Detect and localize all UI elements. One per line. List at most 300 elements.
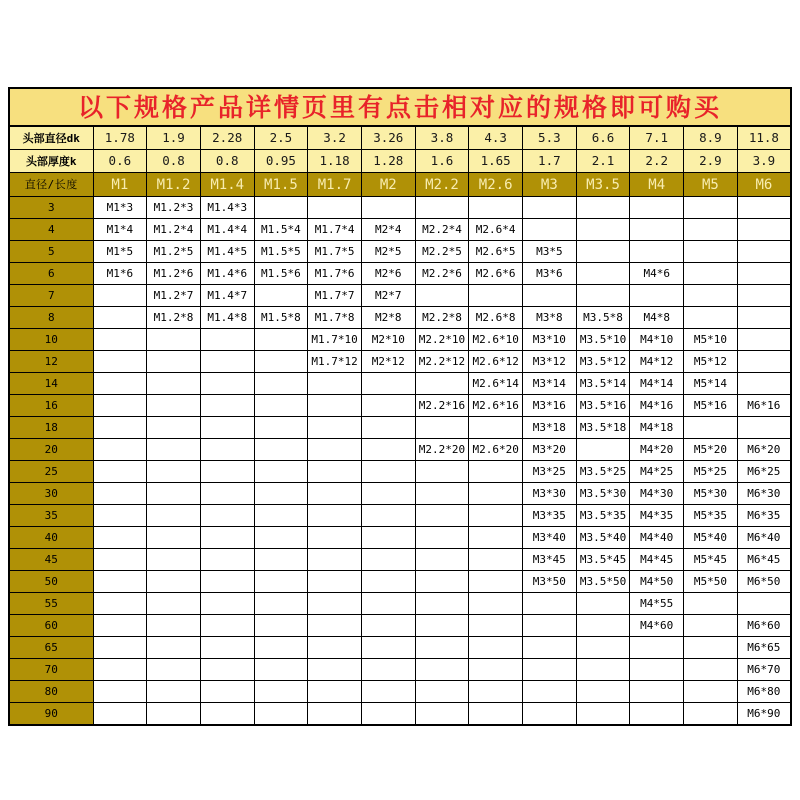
spec-cell-empty bbox=[415, 703, 469, 726]
spec-cell-empty bbox=[308, 395, 362, 417]
spec-row-70 bbox=[9, 659, 791, 681]
column-header-M6[interactable]: M6 bbox=[737, 173, 791, 197]
spec-cell-M6*40[interactable]: M6*40 bbox=[737, 527, 791, 549]
column-header-M1.2[interactable]: M1.2 bbox=[147, 173, 201, 197]
spec-cell-M2.6*12[interactable]: M2.6*12 bbox=[469, 351, 523, 373]
spec-cell-M5*30[interactable]: M5*30 bbox=[684, 483, 738, 505]
spec-cell-empty bbox=[415, 593, 469, 615]
head-diameter-row bbox=[9, 126, 791, 150]
column-header-M2.6[interactable]: M2.6 bbox=[469, 173, 523, 197]
spec-cell-empty bbox=[200, 571, 254, 593]
spec-cell-empty bbox=[361, 483, 415, 505]
spec-cell-empty bbox=[147, 659, 201, 681]
spec-cell-empty bbox=[93, 659, 147, 681]
spec-cell-M1*3[interactable]: M1*3 bbox=[93, 197, 147, 219]
spec-cell-empty bbox=[361, 461, 415, 483]
length-label-20[interactable]: 20 bbox=[9, 439, 93, 461]
spec-cell-M2.6*10[interactable]: M2.6*10 bbox=[469, 329, 523, 351]
spec-row-35 bbox=[9, 505, 791, 527]
spec-cell-M6*60[interactable]: M6*60 bbox=[737, 615, 791, 637]
spec-cell-M1.5*5[interactable]: M1.5*5 bbox=[254, 241, 308, 263]
spec-cell-empty bbox=[147, 329, 201, 351]
spec-cell-empty bbox=[361, 395, 415, 417]
spec-cell-M4*6[interactable]: M4*6 bbox=[630, 263, 684, 285]
spec-cell-empty bbox=[415, 681, 469, 703]
length-label-25[interactable]: 25 bbox=[9, 461, 93, 483]
spec-cell-empty bbox=[630, 703, 684, 726]
spec-cell-empty bbox=[684, 637, 738, 659]
spec-cell-empty bbox=[576, 659, 630, 681]
spec-cell-M4*45[interactable]: M4*45 bbox=[630, 549, 684, 571]
spec-cell-empty bbox=[684, 681, 738, 703]
spec-cell-M3.5*50[interactable]: M3.5*50 bbox=[576, 571, 630, 593]
spec-cell-empty bbox=[469, 461, 523, 483]
spec-cell-M3.5*12[interactable]: M3.5*12 bbox=[576, 351, 630, 373]
spec-row-90 bbox=[9, 703, 791, 726]
spec-cell-empty bbox=[200, 461, 254, 483]
spec-cell-empty bbox=[308, 483, 362, 505]
spec-cell-empty bbox=[737, 593, 791, 615]
spec-cell-M5*50[interactable]: M5*50 bbox=[684, 571, 738, 593]
spec-cell-M6*80[interactable]: M6*80 bbox=[737, 681, 791, 703]
length-label-60[interactable]: 60 bbox=[9, 615, 93, 637]
spec-cell-M1.2*8[interactable]: M1.2*8 bbox=[147, 307, 201, 329]
spec-cell-empty bbox=[737, 263, 791, 285]
spec-cell-M3.5*8[interactable]: M3.5*8 bbox=[576, 307, 630, 329]
spec-cell-empty bbox=[469, 681, 523, 703]
spec-cell-M6*45[interactable]: M6*45 bbox=[737, 549, 791, 571]
spec-cell-empty bbox=[93, 439, 147, 461]
spec-cell-M5*25[interactable]: M5*25 bbox=[684, 461, 738, 483]
length-label-10[interactable]: 10 bbox=[9, 329, 93, 351]
spec-cell-empty bbox=[469, 417, 523, 439]
spec-cell-empty bbox=[415, 549, 469, 571]
spec-cell-empty bbox=[93, 307, 147, 329]
spec-cell-M3*5[interactable]: M3*5 bbox=[523, 241, 577, 263]
spec-cell-M3*40[interactable]: M3*40 bbox=[523, 527, 577, 549]
spec-cell-M3*35[interactable]: M3*35 bbox=[523, 505, 577, 527]
spec-cell-empty bbox=[630, 219, 684, 241]
spec-cell-empty bbox=[254, 615, 308, 637]
column-header-M1[interactable]: M1 bbox=[93, 173, 147, 197]
head-diameter-value-M2.6: 4.3 bbox=[469, 126, 523, 150]
spec-cell-M3.5*45[interactable]: M3.5*45 bbox=[576, 549, 630, 571]
spec-cell-M4*18[interactable]: M4*18 bbox=[630, 417, 684, 439]
spec-cell-M6*25[interactable]: M6*25 bbox=[737, 461, 791, 483]
spec-row-12 bbox=[9, 351, 791, 373]
spec-cell-empty bbox=[147, 351, 201, 373]
length-label-14[interactable]: 14 bbox=[9, 373, 93, 395]
spec-cell-empty bbox=[469, 571, 523, 593]
spec-cell-M1.4*8[interactable]: M1.4*8 bbox=[200, 307, 254, 329]
column-header-M3[interactable]: M3 bbox=[523, 173, 577, 197]
spec-row-18 bbox=[9, 417, 791, 439]
spec-cell-M3*6[interactable]: M3*6 bbox=[523, 263, 577, 285]
length-label-40[interactable]: 40 bbox=[9, 527, 93, 549]
spec-cell-empty bbox=[576, 241, 630, 263]
spec-cell-M4*8[interactable]: M4*8 bbox=[630, 307, 684, 329]
length-label-55[interactable]: 55 bbox=[9, 593, 93, 615]
spec-cell-empty bbox=[576, 219, 630, 241]
head-thickness-value-M1.2: 0.8 bbox=[147, 150, 201, 173]
spec-cell-M2*6[interactable]: M2*6 bbox=[361, 263, 415, 285]
spec-cell-empty bbox=[93, 593, 147, 615]
spec-cell-M1.4*5[interactable]: M1.4*5 bbox=[200, 241, 254, 263]
spec-cell-empty bbox=[147, 373, 201, 395]
spec-cell-M2.6*5[interactable]: M2.6*5 bbox=[469, 241, 523, 263]
spec-row-30 bbox=[9, 483, 791, 505]
spec-cell-M4*60[interactable]: M4*60 bbox=[630, 615, 684, 637]
spec-cell-M2*7[interactable]: M2*7 bbox=[361, 285, 415, 307]
spec-cell-M2.2*8[interactable]: M2.2*8 bbox=[415, 307, 469, 329]
spec-row-8 bbox=[9, 307, 791, 329]
column-header-M1.4[interactable]: M1.4 bbox=[200, 173, 254, 197]
spec-cell-M4*25[interactable]: M4*25 bbox=[630, 461, 684, 483]
length-label-5[interactable]: 5 bbox=[9, 241, 93, 263]
spec-cell-empty bbox=[254, 659, 308, 681]
spec-cell-empty bbox=[308, 505, 362, 527]
spec-row-60 bbox=[9, 615, 791, 637]
spec-cell-M1.4*4[interactable]: M1.4*4 bbox=[200, 219, 254, 241]
spec-cell-empty bbox=[415, 461, 469, 483]
spec-cell-empty bbox=[308, 439, 362, 461]
spec-cell-M2.2*12[interactable]: M2.2*12 bbox=[415, 351, 469, 373]
length-label-50[interactable]: 50 bbox=[9, 571, 93, 593]
spec-cell-empty bbox=[254, 549, 308, 571]
spec-cell-empty bbox=[630, 681, 684, 703]
spec-cell-M6*90[interactable]: M6*90 bbox=[737, 703, 791, 726]
spec-cell-empty bbox=[630, 197, 684, 219]
spec-cell-M3*18[interactable]: M3*18 bbox=[523, 417, 577, 439]
spec-row-4 bbox=[9, 219, 791, 241]
spec-cell-M3.5*18[interactable]: M3.5*18 bbox=[576, 417, 630, 439]
spec-cell-empty bbox=[684, 285, 738, 307]
spec-cell-empty bbox=[147, 527, 201, 549]
spec-cell-empty bbox=[93, 329, 147, 351]
head-thickness-value-M2.2: 1.6 bbox=[415, 150, 469, 173]
spec-cell-empty bbox=[93, 373, 147, 395]
spec-cell-M3.5*40[interactable]: M3.5*40 bbox=[576, 527, 630, 549]
spec-cell-empty bbox=[308, 527, 362, 549]
spec-cell-M1.4*7[interactable]: M1.4*7 bbox=[200, 285, 254, 307]
spec-cell-M2.6*6[interactable]: M2.6*6 bbox=[469, 263, 523, 285]
spec-cell-M4*14[interactable]: M4*14 bbox=[630, 373, 684, 395]
spec-cell-M2.6*8[interactable]: M2.6*8 bbox=[469, 307, 523, 329]
spec-cell-M2.2*20[interactable]: M2.2*20 bbox=[415, 439, 469, 461]
spec-cell-M6*30[interactable]: M6*30 bbox=[737, 483, 791, 505]
length-label-35[interactable]: 35 bbox=[9, 505, 93, 527]
spec-cell-empty bbox=[200, 637, 254, 659]
spec-cell-empty bbox=[254, 373, 308, 395]
spec-cell-M1.7*6[interactable]: M1.7*6 bbox=[308, 263, 362, 285]
head-diameter-value-M3: 5.3 bbox=[523, 126, 577, 150]
spec-cell-M1.7*7[interactable]: M1.7*7 bbox=[308, 285, 362, 307]
head-thickness-value-M5: 2.9 bbox=[684, 150, 738, 173]
spec-cell-M4*40[interactable]: M4*40 bbox=[630, 527, 684, 549]
spec-cell-M1*6[interactable]: M1*6 bbox=[93, 263, 147, 285]
column-header-M4[interactable]: M4 bbox=[630, 173, 684, 197]
spec-cell-M5*35[interactable]: M5*35 bbox=[684, 505, 738, 527]
spec-cell-M3*45[interactable]: M3*45 bbox=[523, 549, 577, 571]
spec-cell-M3*25[interactable]: M3*25 bbox=[523, 461, 577, 483]
spec-cell-M1.5*4[interactable]: M1.5*4 bbox=[254, 219, 308, 241]
spec-cell-empty bbox=[200, 593, 254, 615]
spec-cell-M5*45[interactable]: M5*45 bbox=[684, 549, 738, 571]
spec-cell-empty bbox=[93, 703, 147, 726]
spec-cell-empty bbox=[308, 637, 362, 659]
spec-cell-empty bbox=[147, 593, 201, 615]
spec-cell-empty bbox=[415, 483, 469, 505]
column-header-M1.5[interactable]: M1.5 bbox=[254, 173, 308, 197]
spec-cell-empty bbox=[361, 593, 415, 615]
spec-cell-empty bbox=[523, 637, 577, 659]
spec-cell-M2*8[interactable]: M2*8 bbox=[361, 307, 415, 329]
spec-cell-empty bbox=[308, 615, 362, 637]
spec-cell-M3*20[interactable]: M3*20 bbox=[523, 439, 577, 461]
spec-cell-M6*35[interactable]: M6*35 bbox=[737, 505, 791, 527]
spec-row-50 bbox=[9, 571, 791, 593]
spec-cell-M3*30[interactable]: M3*30 bbox=[523, 483, 577, 505]
spec-cell-empty bbox=[93, 483, 147, 505]
spec-cell-M3*12[interactable]: M3*12 bbox=[523, 351, 577, 373]
spec-cell-empty bbox=[469, 197, 523, 219]
spec-cell-empty bbox=[93, 505, 147, 527]
spec-cell-M6*20[interactable]: M6*20 bbox=[737, 439, 791, 461]
spec-cell-M4*30[interactable]: M4*30 bbox=[630, 483, 684, 505]
spec-cell-M5*20[interactable]: M5*20 bbox=[684, 439, 738, 461]
spec-row-7 bbox=[9, 285, 791, 307]
spec-cell-empty bbox=[254, 417, 308, 439]
spec-cell-empty bbox=[200, 417, 254, 439]
spec-cell-M2.2*5[interactable]: M2.2*5 bbox=[415, 241, 469, 263]
spec-cell-M5*10[interactable]: M5*10 bbox=[684, 329, 738, 351]
length-label-6[interactable]: 6 bbox=[9, 263, 93, 285]
head-thickness-label: 头部厚度k bbox=[9, 150, 93, 173]
spec-cell-empty bbox=[415, 417, 469, 439]
head-diameter-value-M2: 3.26 bbox=[361, 126, 415, 150]
spec-cell-M1.2*7[interactable]: M1.2*7 bbox=[147, 285, 201, 307]
spec-cell-M6*65[interactable]: M6*65 bbox=[737, 637, 791, 659]
spec-cell-empty bbox=[361, 637, 415, 659]
spec-cell-empty bbox=[93, 681, 147, 703]
spec-cell-M1.5*8[interactable]: M1.5*8 bbox=[254, 307, 308, 329]
head-thickness-row bbox=[9, 150, 791, 173]
spec-cell-M2*4[interactable]: M2*4 bbox=[361, 219, 415, 241]
spec-cell-M2.2*16[interactable]: M2.2*16 bbox=[415, 395, 469, 417]
spec-row-16 bbox=[9, 395, 791, 417]
spec-cell-M1.4*6[interactable]: M1.4*6 bbox=[200, 263, 254, 285]
spec-cell-empty bbox=[523, 659, 577, 681]
spec-cell-M4*10[interactable]: M4*10 bbox=[630, 329, 684, 351]
length-label-12[interactable]: 12 bbox=[9, 351, 93, 373]
spec-cell-empty bbox=[576, 637, 630, 659]
spec-cell-empty bbox=[576, 285, 630, 307]
spec-row-25 bbox=[9, 461, 791, 483]
spec-cell-empty bbox=[254, 703, 308, 726]
head-thickness-value-M1.4: 0.8 bbox=[200, 150, 254, 173]
head-diameter-value-M1.4: 2.28 bbox=[200, 126, 254, 150]
length-label-65[interactable]: 65 bbox=[9, 637, 93, 659]
spec-cell-empty bbox=[415, 615, 469, 637]
head-thickness-value-M4: 2.2 bbox=[630, 150, 684, 173]
length-label-16[interactable]: 16 bbox=[9, 395, 93, 417]
length-label-90[interactable]: 90 bbox=[9, 703, 93, 726]
spec-cell-empty bbox=[684, 615, 738, 637]
spec-cell-empty bbox=[737, 241, 791, 263]
spec-cell-empty bbox=[684, 593, 738, 615]
spec-cell-empty bbox=[254, 483, 308, 505]
spec-cell-M1.2*5[interactable]: M1.2*5 bbox=[147, 241, 201, 263]
spec-cell-empty bbox=[200, 615, 254, 637]
spec-cell-M3*16[interactable]: M3*16 bbox=[523, 395, 577, 417]
length-label-8[interactable]: 8 bbox=[9, 307, 93, 329]
spec-cell-M2.2*4[interactable]: M2.2*4 bbox=[415, 219, 469, 241]
spec-cell-M1.4*3[interactable]: M1.4*3 bbox=[200, 197, 254, 219]
spec-cell-M1.7*5[interactable]: M1.7*5 bbox=[308, 241, 362, 263]
spec-cell-M5*16[interactable]: M5*16 bbox=[684, 395, 738, 417]
spec-row-5 bbox=[9, 241, 791, 263]
head-diameter-label: 头部直径dk bbox=[9, 126, 93, 150]
spec-cell-empty bbox=[415, 637, 469, 659]
spec-cell-empty bbox=[361, 373, 415, 395]
spec-cell-empty bbox=[684, 197, 738, 219]
length-label-18[interactable]: 18 bbox=[9, 417, 93, 439]
spec-cell-empty bbox=[147, 615, 201, 637]
column-header-M2.2[interactable]: M2.2 bbox=[415, 173, 469, 197]
spec-cell-M3*8[interactable]: M3*8 bbox=[523, 307, 577, 329]
spec-cell-empty bbox=[308, 197, 362, 219]
spec-cell-M4*35[interactable]: M4*35 bbox=[630, 505, 684, 527]
column-header-M2[interactable]: M2 bbox=[361, 173, 415, 197]
spec-cell-M6*50[interactable]: M6*50 bbox=[737, 571, 791, 593]
spec-cell-M3.5*10[interactable]: M3.5*10 bbox=[576, 329, 630, 351]
spec-cell-empty bbox=[308, 373, 362, 395]
spec-cell-empty bbox=[737, 307, 791, 329]
length-label-7[interactable]: 7 bbox=[9, 285, 93, 307]
spec-cell-M3.5*35[interactable]: M3.5*35 bbox=[576, 505, 630, 527]
spec-cell-M4*20[interactable]: M4*20 bbox=[630, 439, 684, 461]
spec-cell-empty bbox=[684, 307, 738, 329]
head-diameter-value-M4: 7.1 bbox=[630, 126, 684, 150]
spec-cell-M1.2*4[interactable]: M1.2*4 bbox=[147, 219, 201, 241]
column-header-M3.5[interactable]: M3.5 bbox=[576, 173, 630, 197]
length-label-3[interactable]: 3 bbox=[9, 197, 93, 219]
spec-cell-M2.6*20[interactable]: M2.6*20 bbox=[469, 439, 523, 461]
length-label-4[interactable]: 4 bbox=[9, 219, 93, 241]
spec-cell-empty bbox=[361, 615, 415, 637]
spec-cell-M3.5*30[interactable]: M3.5*30 bbox=[576, 483, 630, 505]
spec-cell-M5*12[interactable]: M5*12 bbox=[684, 351, 738, 373]
spec-cell-M1.7*10[interactable]: M1.7*10 bbox=[308, 329, 362, 351]
length-label-80[interactable]: 80 bbox=[9, 681, 93, 703]
spec-cell-empty bbox=[200, 659, 254, 681]
spec-cell-M1.2*6[interactable]: M1.2*6 bbox=[147, 263, 201, 285]
spec-cell-M3*10[interactable]: M3*10 bbox=[523, 329, 577, 351]
spec-cell-empty bbox=[684, 263, 738, 285]
spec-cell-M2.6*16[interactable]: M2.6*16 bbox=[469, 395, 523, 417]
spec-cell-M3.5*16[interactable]: M3.5*16 bbox=[576, 395, 630, 417]
spec-cell-empty bbox=[147, 461, 201, 483]
spec-row-65 bbox=[9, 637, 791, 659]
spec-cell-M2.6*14[interactable]: M2.6*14 bbox=[469, 373, 523, 395]
spec-cell-M5*40[interactable]: M5*40 bbox=[684, 527, 738, 549]
spec-cell-M6*16[interactable]: M6*16 bbox=[737, 395, 791, 417]
spec-cell-M4*12[interactable]: M4*12 bbox=[630, 351, 684, 373]
spec-cell-empty bbox=[415, 505, 469, 527]
spec-cell-empty bbox=[93, 527, 147, 549]
column-header-M5[interactable]: M5 bbox=[684, 173, 738, 197]
spec-cell-empty bbox=[523, 615, 577, 637]
spec-cell-empty bbox=[200, 329, 254, 351]
spec-row-80 bbox=[9, 681, 791, 703]
length-label-45[interactable]: 45 bbox=[9, 549, 93, 571]
spec-cell-M1.7*4[interactable]: M1.7*4 bbox=[308, 219, 362, 241]
spec-cell-empty bbox=[361, 197, 415, 219]
spec-cell-empty bbox=[576, 263, 630, 285]
spec-cell-M1.7*8[interactable]: M1.7*8 bbox=[308, 307, 362, 329]
spec-cell-M1*5[interactable]: M1*5 bbox=[93, 241, 147, 263]
spec-cell-empty bbox=[93, 615, 147, 637]
spec-cell-empty bbox=[308, 417, 362, 439]
spec-cell-M2.2*10[interactable]: M2.2*10 bbox=[415, 329, 469, 351]
spec-cell-M4*16[interactable]: M4*16 bbox=[630, 395, 684, 417]
spec-cell-empty bbox=[200, 439, 254, 461]
spec-cell-M2*12[interactable]: M2*12 bbox=[361, 351, 415, 373]
spec-cell-M2.6*4[interactable]: M2.6*4 bbox=[469, 219, 523, 241]
spec-cell-empty bbox=[147, 395, 201, 417]
spec-cell-M2*10[interactable]: M2*10 bbox=[361, 329, 415, 351]
spec-cell-M3*50[interactable]: M3*50 bbox=[523, 571, 577, 593]
spec-cell-empty bbox=[147, 439, 201, 461]
spec-row-40 bbox=[9, 527, 791, 549]
spec-cell-M2.2*6[interactable]: M2.2*6 bbox=[415, 263, 469, 285]
head-thickness-value-M6: 3.9 bbox=[737, 150, 791, 173]
spec-cell-empty bbox=[254, 439, 308, 461]
spec-cell-empty bbox=[200, 681, 254, 703]
head-diameter-value-M3.5: 6.6 bbox=[576, 126, 630, 150]
spec-cell-M4*50[interactable]: M4*50 bbox=[630, 571, 684, 593]
column-header-M1.7[interactable]: M1.7 bbox=[308, 173, 362, 197]
spec-cell-empty bbox=[308, 703, 362, 726]
head-diameter-value-M6: 11.8 bbox=[737, 126, 791, 150]
spec-table-body bbox=[9, 88, 791, 725]
spec-cell-M1.7*12[interactable]: M1.7*12 bbox=[308, 351, 362, 373]
spec-cell-empty bbox=[576, 681, 630, 703]
head-diameter-value-M2.2: 3.8 bbox=[415, 126, 469, 150]
spec-cell-empty bbox=[93, 417, 147, 439]
spec-cell-M2*5[interactable]: M2*5 bbox=[361, 241, 415, 263]
spec-cell-M3*14[interactable]: M3*14 bbox=[523, 373, 577, 395]
spec-cell-M1.2*3[interactable]: M1.2*3 bbox=[147, 197, 201, 219]
spec-cell-M5*14[interactable]: M5*14 bbox=[684, 373, 738, 395]
length-label-30[interactable]: 30 bbox=[9, 483, 93, 505]
spec-cell-M3.5*25[interactable]: M3.5*25 bbox=[576, 461, 630, 483]
spec-cell-M3.5*14[interactable]: M3.5*14 bbox=[576, 373, 630, 395]
spec-cell-M1*4[interactable]: M1*4 bbox=[93, 219, 147, 241]
length-label-70[interactable]: 70 bbox=[9, 659, 93, 681]
head-thickness-value-M3.5: 2.1 bbox=[576, 150, 630, 173]
spec-cell-empty bbox=[469, 659, 523, 681]
spec-cell-empty bbox=[737, 417, 791, 439]
spec-cell-empty bbox=[469, 527, 523, 549]
spec-cell-M1.5*6[interactable]: M1.5*6 bbox=[254, 263, 308, 285]
spec-cell-empty bbox=[254, 637, 308, 659]
spec-cell-empty bbox=[684, 659, 738, 681]
spec-cell-empty bbox=[254, 593, 308, 615]
spec-cell-M4*55[interactable]: M4*55 bbox=[630, 593, 684, 615]
spec-cell-empty bbox=[523, 703, 577, 726]
spec-cell-M6*70[interactable]: M6*70 bbox=[737, 659, 791, 681]
